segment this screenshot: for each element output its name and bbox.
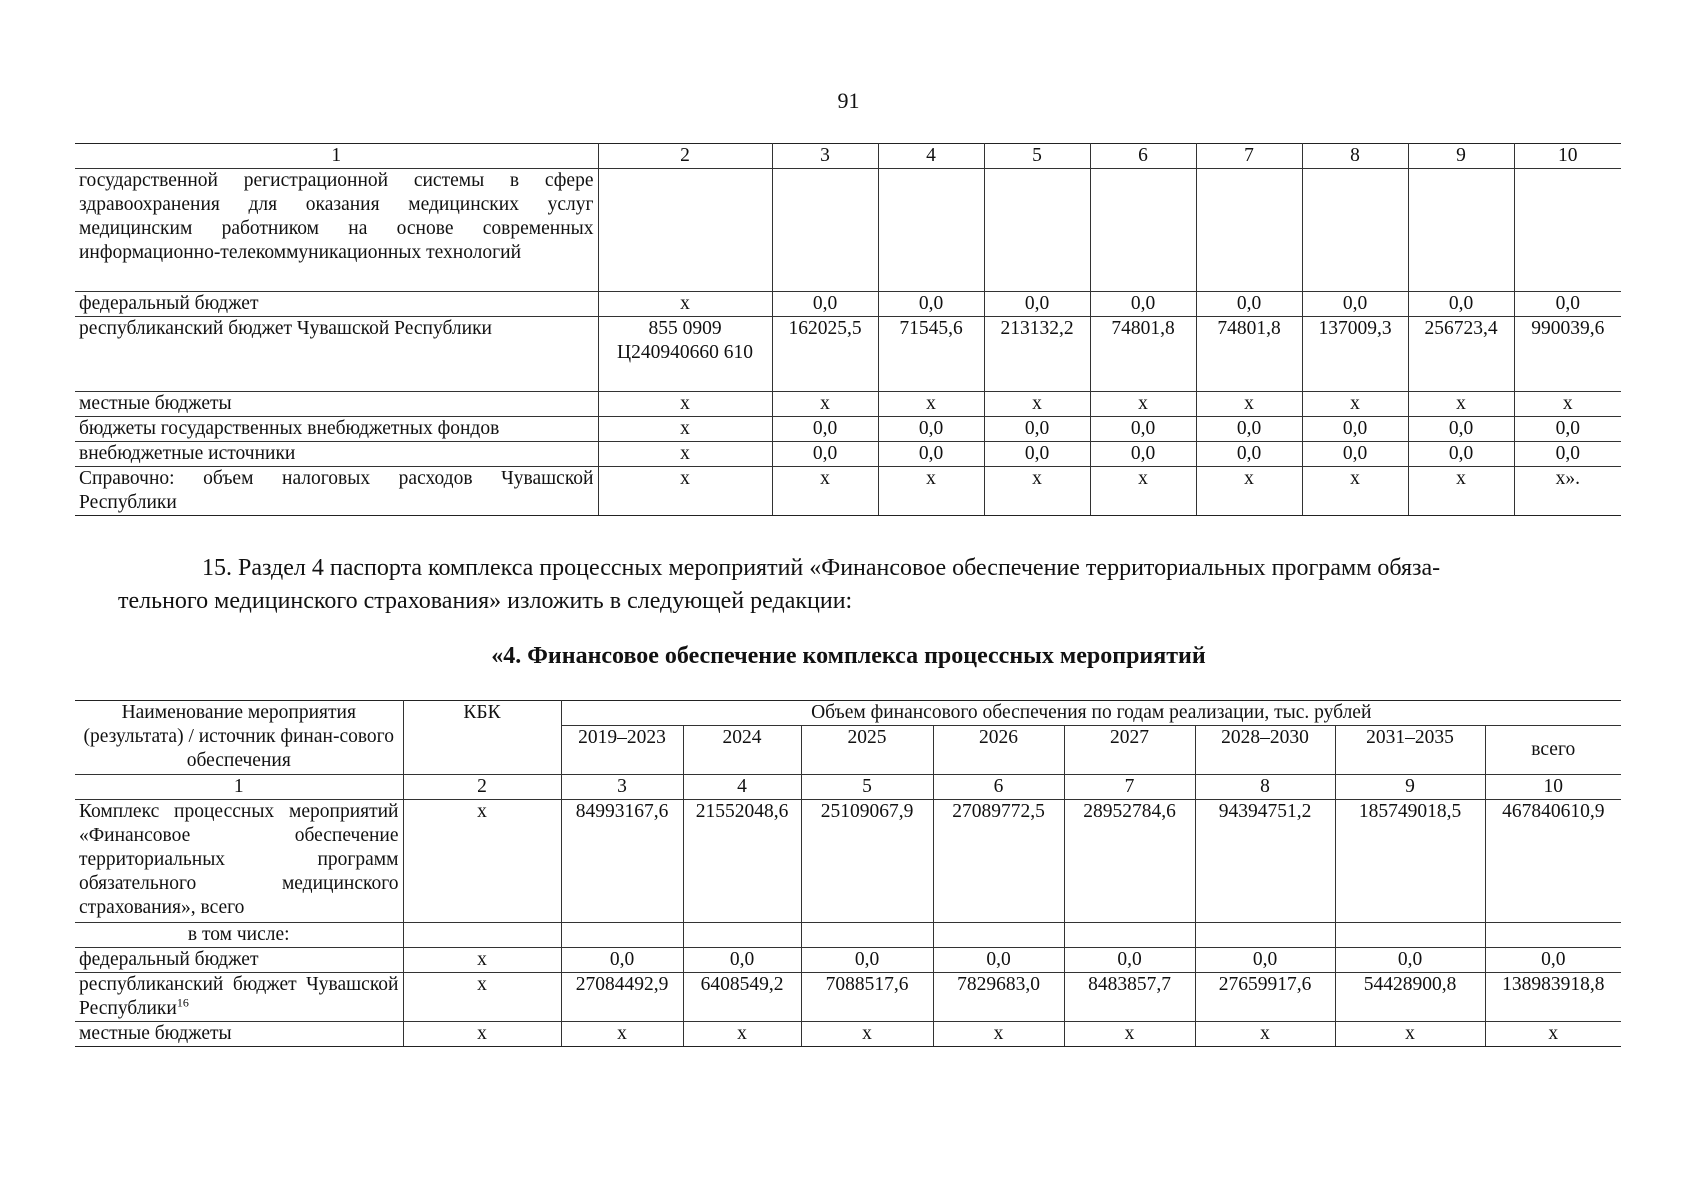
table-cell <box>933 923 1064 948</box>
column-number: 7 <box>1064 775 1195 800</box>
table-cell: 94394751,2 <box>1195 800 1335 923</box>
paragraph-line: тельного медицинского страхования» изложить в следующей редакции: <box>118 588 853 614</box>
table-cell <box>1195 923 1335 948</box>
table-cell: х <box>1302 392 1408 417</box>
column-number: 9 <box>1335 775 1485 800</box>
row-name: республиканский бюджет Чувашской Республики <box>75 317 598 392</box>
table-cell <box>984 169 1090 292</box>
row-name <box>75 973 403 1022</box>
table-cell: 185749018,5 <box>1335 800 1485 923</box>
table-cell: 138983918,8 <box>1485 973 1621 1022</box>
row-name: бюджеты государственных внебюджетных фондов <box>75 417 598 442</box>
table-cell: х <box>1485 1022 1621 1047</box>
table-cell: 213132,2 <box>984 317 1090 392</box>
table-cell: х <box>561 1022 683 1047</box>
table-row <box>75 467 1621 516</box>
table-cell: х <box>1514 392 1621 417</box>
table-row <box>75 392 1621 417</box>
table-cell: х <box>598 292 772 317</box>
table-cell: 8483857,7 <box>1064 973 1195 1022</box>
row-name: внебюджетные источники <box>75 442 598 467</box>
table-cell: х». <box>1514 467 1621 516</box>
table-cell: х <box>598 392 772 417</box>
table-cell: 28952784,6 <box>1064 800 1195 923</box>
row-name: государственной регистрационной системы в сфере здравоохранения для оказания медицинских услуг медицинским работником на основе современных информационно-телекоммуникационных технологий <box>75 169 598 292</box>
column-number: 2 <box>403 775 561 800</box>
amendment-paragraph <box>118 552 1628 618</box>
table-cell: 0,0 <box>1090 442 1196 467</box>
header-cell: 5 <box>984 144 1090 169</box>
table-cell: 27084492,9 <box>561 973 683 1022</box>
period-cell: 2031–2035 <box>1335 726 1485 775</box>
column-number: 1 <box>75 775 403 800</box>
table-cell <box>801 923 933 948</box>
period-cell: 2025 <box>801 726 933 775</box>
table-cell: 0,0 <box>1485 948 1621 973</box>
table-cell: 27089772,5 <box>933 800 1064 923</box>
table-cell: х <box>772 467 878 516</box>
table-cell: 256723,4 <box>1408 317 1514 392</box>
table-cell: х <box>598 442 772 467</box>
table-row <box>75 923 1621 948</box>
kbk-cell: х <box>403 948 561 973</box>
row-name: местные бюджеты <box>75 392 598 417</box>
kbk-cell <box>403 923 561 948</box>
table-cell: х <box>683 1022 801 1047</box>
row-name-text: республиканский бюджет Чувашской Республики <box>79 974 399 1019</box>
header-cell: 10 <box>1514 144 1621 169</box>
table-row <box>75 292 1621 317</box>
table-cell: 0,0 <box>1302 417 1408 442</box>
table-cell <box>1335 923 1485 948</box>
table-cell: х <box>1408 392 1514 417</box>
period-cell: 2026 <box>933 726 1064 775</box>
table-row <box>75 800 1621 923</box>
period-cell: 2028–2030 <box>1195 726 1335 775</box>
table-cell: 0,0 <box>1514 292 1621 317</box>
table-cell: 25109067,9 <box>801 800 933 923</box>
table-cell: 0,0 <box>1408 442 1514 467</box>
table-cell <box>1064 923 1195 948</box>
table-cell: х <box>1064 1022 1195 1047</box>
table-cell: 0,0 <box>1064 948 1195 973</box>
page-number: 91 <box>837 88 860 113</box>
table-cell: х <box>1090 392 1196 417</box>
table-cell: 0,0 <box>1335 948 1485 973</box>
table-cell: х <box>984 467 1090 516</box>
period-cell: 2024 <box>683 726 801 775</box>
kbk-cell: 855 0909 Ц240940660 610 <box>598 317 772 392</box>
table-cell: 74801,8 <box>1090 317 1196 392</box>
funding-table <box>75 700 1621 1047</box>
table-cell: 0,0 <box>984 417 1090 442</box>
kbk-cell: х <box>403 1022 561 1047</box>
table-cell: х <box>984 392 1090 417</box>
table-cell: 990039,6 <box>1514 317 1621 392</box>
table-cell: х <box>772 392 878 417</box>
table-cell: 0,0 <box>1196 442 1302 467</box>
table-cell: 137009,3 <box>1302 317 1408 392</box>
table-cell: х <box>1196 467 1302 516</box>
table-cell: 0,0 <box>878 417 984 442</box>
footnote-ref: 16 <box>176 995 189 1010</box>
table-cell: х <box>1302 467 1408 516</box>
header-cell: 3 <box>772 144 878 169</box>
table-row <box>75 973 1621 1022</box>
table-cell: 21552048,6 <box>683 800 801 923</box>
table-cell: х <box>1408 467 1514 516</box>
period-cell: 2019–2023 <box>561 726 683 775</box>
column-number: 8 <box>1195 775 1335 800</box>
table-cell: 0,0 <box>984 292 1090 317</box>
table-cell: 0,0 <box>1196 292 1302 317</box>
header-cell: 6 <box>1090 144 1196 169</box>
table-cell: 0,0 <box>878 442 984 467</box>
table-cell: 84993167,6 <box>561 800 683 923</box>
table-cell: 0,0 <box>772 442 878 467</box>
kbk-cell: х <box>403 800 561 923</box>
table-cell: 0,0 <box>1090 417 1196 442</box>
table-cell <box>598 169 772 292</box>
table-cell <box>878 169 984 292</box>
column-number: 4 <box>683 775 801 800</box>
table-cell <box>1485 923 1621 948</box>
table-header-row <box>75 701 1621 726</box>
column-number: 10 <box>1485 775 1621 800</box>
table-cell <box>1196 169 1302 292</box>
table-cell: 0,0 <box>878 292 984 317</box>
row-name: Комплекс процессных мероприятий «Финансовое обеспечение территориальных программ обязательного медицинского страхования», всего <box>75 800 403 923</box>
table-cell: 74801,8 <box>1196 317 1302 392</box>
header-cell: 9 <box>1408 144 1514 169</box>
table-cell: 467840610,9 <box>1485 800 1621 923</box>
table-cell: 54428900,8 <box>1335 973 1485 1022</box>
table-row <box>75 948 1621 973</box>
table-cell: х <box>878 392 984 417</box>
table-number-row <box>75 775 1621 800</box>
table-cell: 7829683,0 <box>933 973 1064 1022</box>
table-cell: 0,0 <box>1408 417 1514 442</box>
table-cell <box>1302 169 1408 292</box>
table-cell <box>1514 169 1621 292</box>
table-cell: х <box>933 1022 1064 1047</box>
row-name: в том числе: <box>75 923 403 948</box>
table-cell <box>1090 169 1196 292</box>
table-cell: х <box>598 467 772 516</box>
table-cell <box>683 923 801 948</box>
column-number: 3 <box>561 775 683 800</box>
header-cell: 7 <box>1196 144 1302 169</box>
funding-table-continued <box>75 143 1621 516</box>
table-cell: х <box>1090 467 1196 516</box>
column-number: 6 <box>933 775 1064 800</box>
table-cell: 0,0 <box>1195 948 1335 973</box>
header-cell: 4 <box>878 144 984 169</box>
table-cell: 162025,5 <box>772 317 878 392</box>
table-cell: х <box>801 1022 933 1047</box>
section-title: «4. Финансовое обеспечение комплекса процессных мероприятий <box>491 643 1206 669</box>
table-cell: 0,0 <box>801 948 933 973</box>
table-cell: 0,0 <box>1302 442 1408 467</box>
table-cell: 0,0 <box>1408 292 1514 317</box>
row-name: федеральный бюджет <box>75 948 403 973</box>
table-row <box>75 1022 1621 1047</box>
table-row <box>75 417 1621 442</box>
period-cell: всего <box>1485 726 1621 775</box>
table-row <box>75 442 1621 467</box>
row-name: местные бюджеты <box>75 1022 403 1047</box>
table-cell: 6408549,2 <box>683 973 801 1022</box>
table-cell: 7088517,6 <box>801 973 933 1022</box>
table-cell: 0,0 <box>1514 417 1621 442</box>
kbk-cell: х <box>403 973 561 1022</box>
header-cell: 8 <box>1302 144 1408 169</box>
table-cell: х <box>1195 1022 1335 1047</box>
table-row <box>75 317 1621 392</box>
header-volume: Объем финансового обеспечения по годам реализации, тыс. рублей <box>561 701 1621 726</box>
table-cell: 0,0 <box>772 417 878 442</box>
table-cell: 0,0 <box>561 948 683 973</box>
table-cell <box>561 923 683 948</box>
table-cell: 0,0 <box>1514 442 1621 467</box>
table-cell: х <box>1335 1022 1485 1047</box>
table-cell: 0,0 <box>984 442 1090 467</box>
table-cell <box>772 169 878 292</box>
header-kbk: КБК <box>403 701 561 775</box>
row-name: федеральный бюджет <box>75 292 598 317</box>
table-cell: 0,0 <box>1302 292 1408 317</box>
table-cell: х <box>878 467 984 516</box>
table-cell: 27659917,6 <box>1195 973 1335 1022</box>
row-name: Справочно: объем налоговых расходов Чувашской Республики <box>75 467 598 516</box>
table-cell: 0,0 <box>1090 292 1196 317</box>
table-row <box>75 169 1621 292</box>
table-cell: х <box>1196 392 1302 417</box>
column-number: 5 <box>801 775 933 800</box>
table-cell: х <box>598 417 772 442</box>
header-cell: 2 <box>598 144 772 169</box>
table-cell: 71545,6 <box>878 317 984 392</box>
paragraph-line: 15. Раздел 4 паспорта комплекса процессных мероприятий «Финансовое обеспечение территориальных программ обяза- <box>202 555 1441 581</box>
table-cell: 0,0 <box>683 948 801 973</box>
header-cell: 1 <box>75 144 598 169</box>
table-cell: 0,0 <box>772 292 878 317</box>
table-cell: 0,0 <box>933 948 1064 973</box>
table-cell <box>1408 169 1514 292</box>
table-cell: 0,0 <box>1196 417 1302 442</box>
table-header-row <box>75 144 1621 169</box>
period-cell: 2027 <box>1064 726 1195 775</box>
header-name: Наименование мероприятия (результата) / источник финан-сового обеспечения <box>75 701 403 775</box>
